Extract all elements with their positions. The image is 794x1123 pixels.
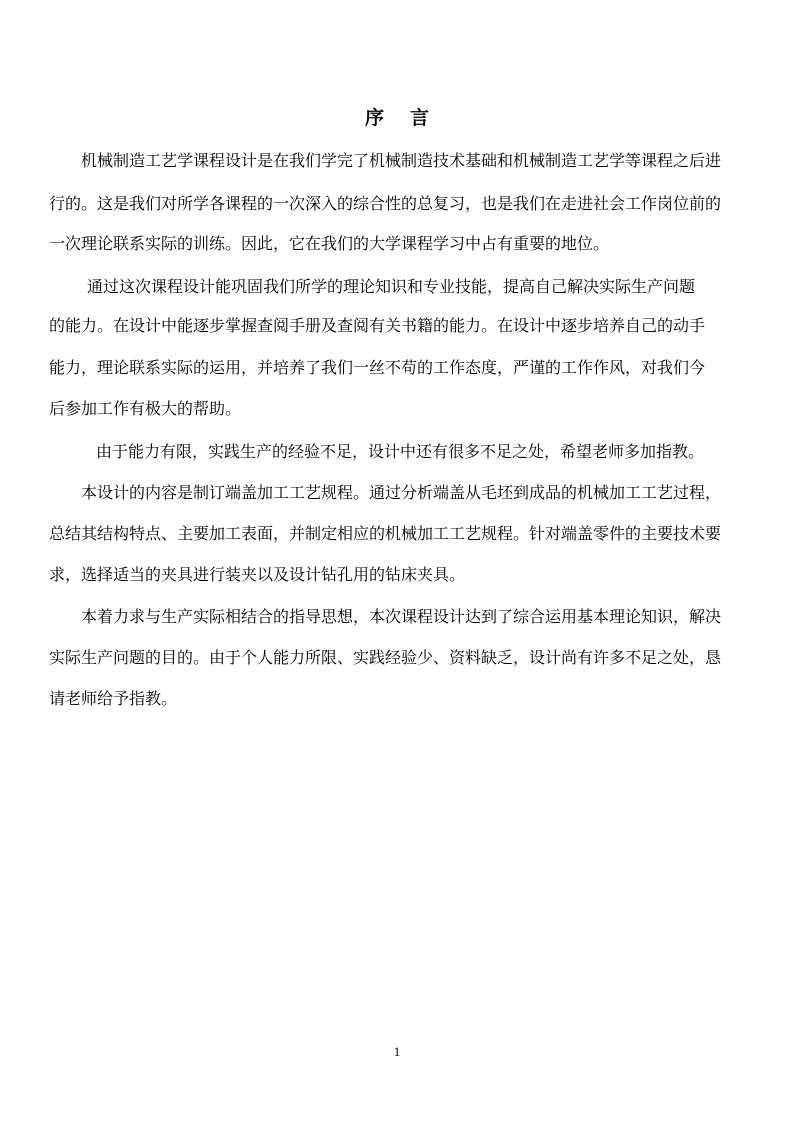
paragraph-4-line-3: 求，选择适当的夹具进行装夹以及设计钻孔用的钻床夹具。 bbox=[49, 565, 466, 584]
paragraph-1-line-2: 行的。这是我们对所学各课程的一次深入的综合性的总复习，也是我们在走进社会工作岗位前的 bbox=[49, 194, 722, 213]
paragraph-4-line-2: 总结其结构特点、主要加工表面，并制定相应的机械加工工艺规程。针对端盖零件的主要技术要 bbox=[49, 524, 722, 543]
page-number: 1 bbox=[393, 1044, 401, 1059]
paragraph-2-line-2: 的能力。在设计中能逐步掌握查阅手册及查阅有关书籍的能力。在设计中逐步培养自己的动手 bbox=[49, 316, 706, 335]
paragraph-2-line-1: 通过这次课程设计能巩固我们所学的理论知识和专业技能，提高自己解决实际生产问题 bbox=[87, 277, 696, 296]
paragraph-3-line-1: 由于能力有限，实践生产的经验不足，设计中还有很多不足之处，希望老师多加指教。 bbox=[96, 442, 705, 461]
paragraph-4-line-1: 本设计的内容是制订端盖加工工艺规程。通过分析端盖从毛坯到成品的机械加工工艺过程， bbox=[81, 483, 722, 502]
paragraph-2-line-4: 后参加工作有极大的帮助。 bbox=[49, 399, 242, 418]
paragraph-5-line-2: 实际生产问题的目的。由于个人能力所限、实践经验少、资料缺乏，设计尚有许多不足之处，恳 bbox=[49, 648, 722, 667]
paragraph-1-line-1: 机械制造工艺学课程设计是在我们学完了机械制造技术基础和机械制造工艺学等课程之后进 bbox=[81, 151, 722, 170]
page-title: 序言 bbox=[364, 107, 455, 129]
paragraph-1-line-3: 一次理论联系实际的训练。因此，它在我们的大学课程学习中占有重要的地位。 bbox=[49, 234, 610, 253]
paragraph-5-line-3: 请老师给予指教。 bbox=[49, 689, 178, 708]
paragraph-5-line-1: 本着力求与生产实际相结合的指导思想，本次课程设计达到了综合运用基本理论知识，解决 bbox=[81, 607, 722, 626]
paragraph-2-line-3: 能力，理论联系实际的运用，并培养了我们一丝不苟的工作态度，严谨的工作作风，对我们今 bbox=[49, 358, 706, 377]
